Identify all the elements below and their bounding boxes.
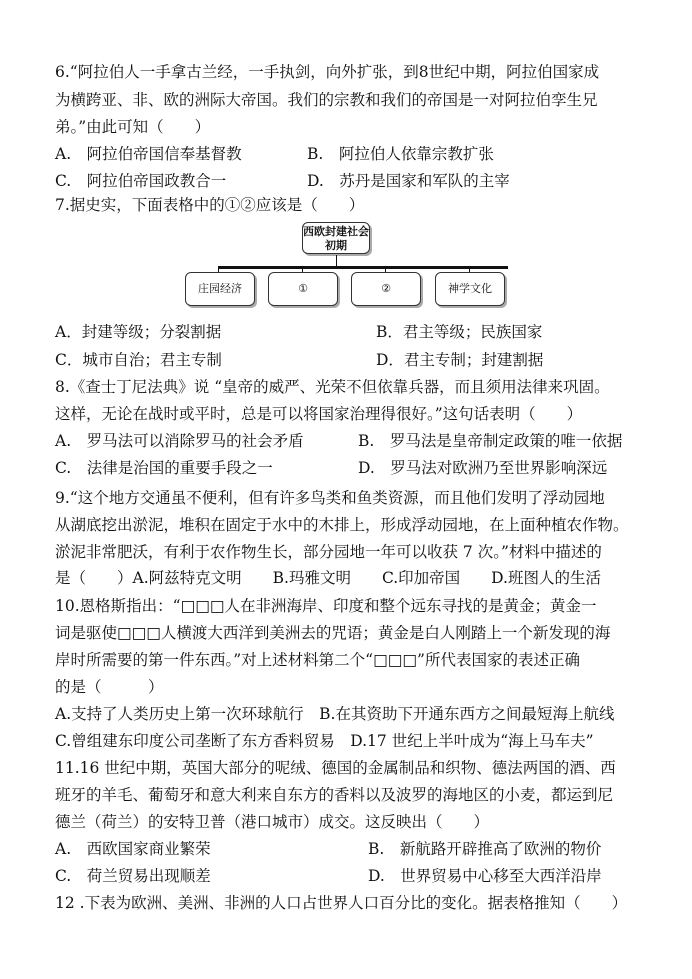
diagram-stem-line [336, 255, 337, 266]
q10-stem-line-2: 词是驱使□□□人横渡大西洋到美洲去的咒语；黄金是白人刚踏上一个新发现的海 [55, 624, 611, 642]
diagram-root-label-1: 西欧封建社会 [303, 225, 369, 238]
q6-option-a: A. 阿拉伯帝国信奉基督教 [55, 145, 242, 163]
q6-stem-line-3: 弟。”由此可知（ ） [55, 118, 211, 136]
diagram-leaf-blank-1: ① [268, 272, 338, 306]
q11-stem-line-2: 班牙的羊毛、葡萄牙和意大利来自东方的香料以及波罗的海地区的小麦，都运到尼 [55, 786, 614, 804]
q7-option-b: B．君主等级；民族国家 [376, 323, 543, 341]
q6-option-b: B. 阿拉伯人依靠宗教扩张 [307, 145, 494, 163]
q11-option-c: C. 荷兰贸易出现顺差 [55, 867, 211, 885]
q11-stem-line-3: 德兰（荷兰）的安特卫普（港口城市）成交。这反映出（ ） [55, 813, 490, 831]
q10-stem-line-4: 的是（ ） [55, 678, 164, 696]
q9-stem-line-4: 是（ ）A.阿兹特克文明 B.玛雅文明 C.印加帝国 D.班图人的生活 [55, 569, 601, 587]
q9-stem-line-2: 从湖底挖出淤泥，堆积在固定于水中的木排上，形成浮动园地，在上面种植农作物。 [55, 516, 629, 534]
q8-option-c: C. 法律是治国的重要手段之一 [55, 459, 273, 477]
q11-option-a: A. 西欧国家商业繁荣 [55, 840, 211, 858]
q8-stem-line-2: 这样，无论在战时或平时，总是可以将国家治理得很好。”这句话表明（ ） [55, 405, 583, 423]
diagram-bar-line [218, 266, 508, 269]
diagram-root-box [302, 222, 370, 254]
q8-option-a: A. 罗马法可以消除罗马的社会矛盾 [55, 432, 304, 450]
q6-option-c: C. 阿拉伯帝国政教合一 [55, 172, 227, 190]
q10-options-ab: A.支持了人类历史上第一次环球航行 B.在其资助下开通东西方之间最短海上航线 [55, 705, 615, 723]
q7-option-a: A．封建等级；分裂割据 [55, 323, 222, 341]
q6-stem-line-1: 6.“阿拉伯人一手拿古兰经，一手执剑，向外扩张，到8世纪中期，阿拉伯国家成 [55, 63, 600, 81]
q7-hierarchy-diagram [180, 222, 510, 312]
q6-option-d: D. 苏丹是国家和军队的主宰 [307, 172, 510, 190]
q8-option-d: D. 罗马法对欧洲乃至世界影响深远 [358, 459, 608, 477]
q11-option-d: D. 世界贸易中心移至大西洋沿岸 [368, 867, 602, 885]
q12-stem: 12 .下表为欧洲、美洲、非洲的人口占世界人口百分比的变化。据表格推知（ ） [55, 894, 628, 912]
q10-stem-line-3: 岸时所需要的第一件东西。”对上述材料第二个“□□□”所代表国家的表述正确 [55, 651, 580, 669]
q7-stem: 7.据史实，下面表格中的①②应该是（ ） [55, 196, 365, 214]
q8-stem-line-1: 8.《查士丁尼法典》说 “皇帝的威严、光荣不但依靠兵器，而且须用法律来巩固。 [55, 378, 610, 396]
q11-option-b: B. 新航路开辟推高了欧洲的物价 [368, 840, 602, 858]
q10-stem-line-1: 10.恩格斯指出：“□□□人在非洲海岸、印度和整个远东寻找的是黄金；黄金一 [55, 597, 597, 615]
diagram-root-label-2: 初期 [325, 239, 347, 252]
q9-stem-line-3: 淤泥非常肥沃，有利于农作物生长，部分园地一年可以收获 7 次。”材料中描述的 [55, 543, 602, 561]
q11-stem-line-1: 11.16 世纪中期，英国大部分的呢绒、德国的金属制品和织物、德法两国的酒、西 [55, 759, 616, 777]
q7-option-d: D．君主专制；封建割据 [376, 351, 544, 369]
diagram-leaf-theology-culture: 神学文化 [435, 272, 505, 306]
q9-stem-line-1: 9.“这个地方交通虽不便利，但有许多鸟类和鱼类资源，而且他们发明了浮动园地 [55, 489, 605, 507]
q6-stem-line-2: 为横跨亚、非、欧的洲际大帝国。我们的宗教和我们的帝国是一对阿拉伯孪生兄 [55, 91, 598, 109]
diagram-leaf-manor-economy: 庄园经济 [185, 272, 255, 306]
q8-option-b: B. 罗马法是皇帝制定政策的唯一依据 [358, 432, 623, 450]
q7-option-c: C．城市自治；君主专制 [55, 351, 222, 369]
q10-options-cd: C.曾组建东印度公司垄断了东方香料贸易 D.17 世纪上半叶成为“海上马车夫” [55, 732, 594, 750]
diagram-leaf-blank-2: ② [351, 272, 421, 306]
